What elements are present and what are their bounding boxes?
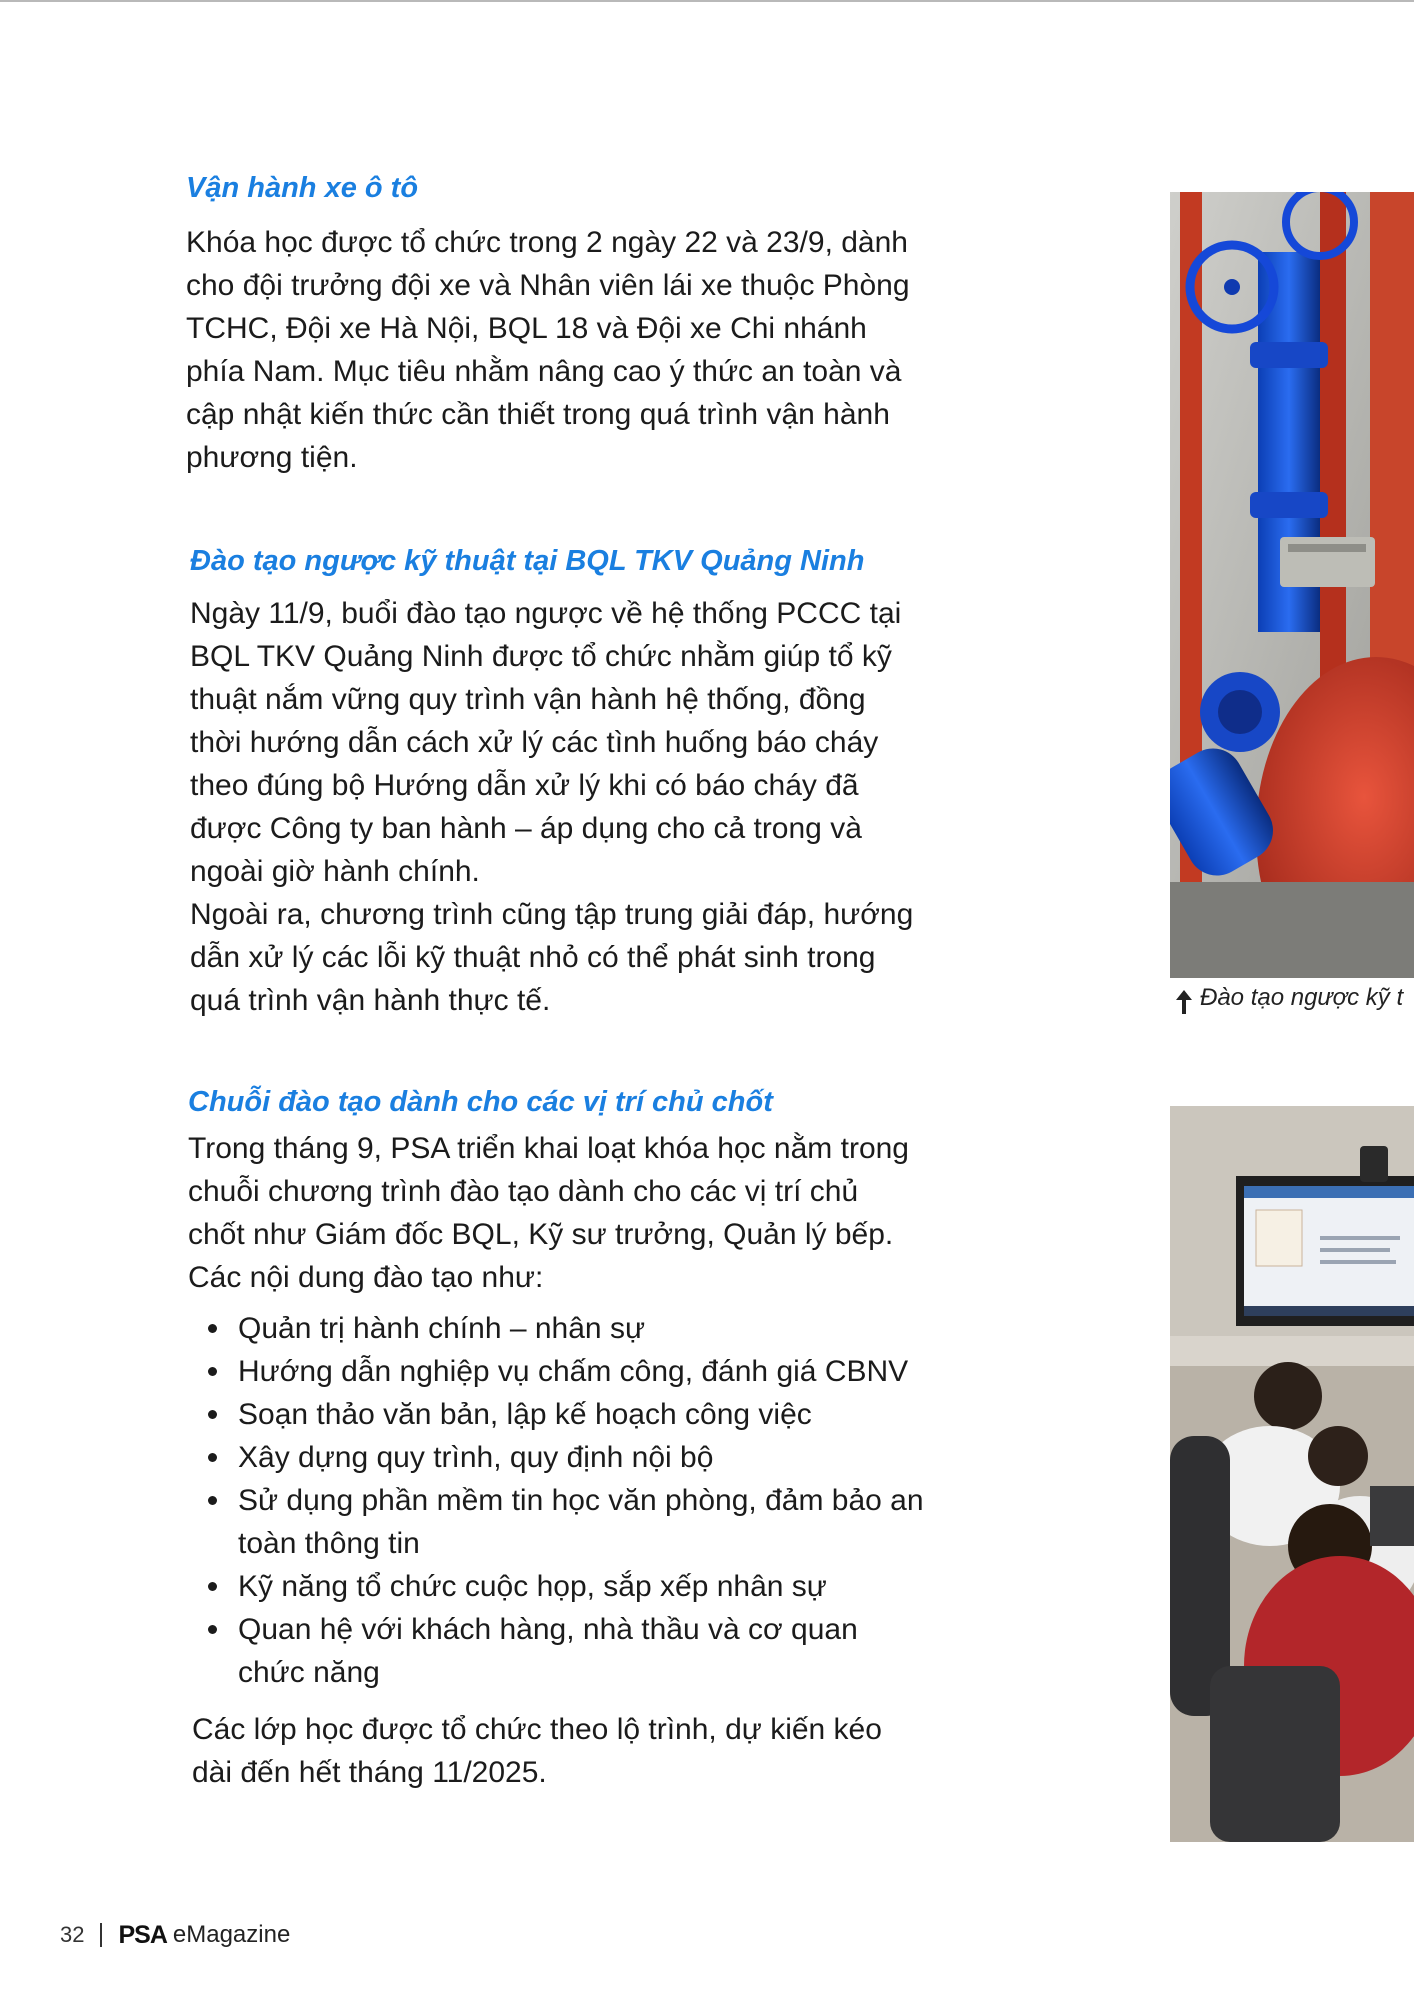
- text-line: Các lớp học được tổ chức theo lộ trình, dự kiến kéo: [192, 1713, 882, 1746]
- text-line: thời hướng dẫn cách xử lý các tình huống báo cháy: [190, 726, 879, 759]
- text-line: thuật nắm vững quy trình vận hành hệ thống, đồng: [190, 683, 866, 716]
- list-item: [188, 1350, 968, 1393]
- text-line: phương tiện.: [186, 441, 358, 474]
- bullet-icon: [208, 1324, 217, 1333]
- list-item: [188, 1608, 968, 1694]
- text-line: dẫn xử lý các lỗi kỹ thuật nhỏ có thể phát sinh trong: [190, 941, 876, 974]
- list-item-text: Kỹ năng tổ chức cuộc họp, sắp xếp nhân sự: [238, 1570, 827, 1603]
- list-item: [188, 1436, 968, 1479]
- training-topics-list: [188, 1307, 968, 1694]
- list-item-text: Soạn thảo văn bản, lập kế hoạch công việc: [238, 1398, 812, 1431]
- list-item-text: toàn thông tin: [238, 1527, 420, 1560]
- list-item-text: Quan hệ với khách hàng, nhà thầu và cơ quan: [238, 1613, 858, 1646]
- text-line: Các nội dung đào tạo như:: [188, 1261, 544, 1294]
- bullet-icon: [208, 1453, 217, 1462]
- text-line: chốt như Giám đốc BQL, Kỹ sư trưởng, Quản lý bếp.: [188, 1218, 894, 1251]
- text-line: quá trình vận hành thực tế.: [190, 984, 551, 1017]
- text-line: được Công ty ban hành – áp dụng cho cả trong và: [190, 812, 862, 845]
- section-heading: Chuỗi đào tạo dành cho các vị trí chủ chốt: [188, 1086, 773, 1118]
- text-line: TCHC, Đội xe Hà Nội, BQL 18 và Đội xe Chi nhánh: [186, 312, 867, 345]
- text-line: phía Nam. Mục tiêu nhằm nâng cao ý thức an toàn và: [186, 355, 902, 388]
- section-vehicle-operation: [186, 172, 966, 479]
- text-line: Trong tháng 9, PSA triển khai loạt khóa học nằm trong: [188, 1132, 909, 1165]
- footer-divider: [100, 1923, 102, 1947]
- brand-logo: PSA: [118, 1920, 167, 1949]
- text-line: theo đúng bộ Hướng dẫn xử lý khi có báo cháy đã: [190, 769, 859, 802]
- section-body: [190, 592, 970, 1022]
- bullet-icon: [208, 1367, 217, 1376]
- text-line: cho đội trưởng đội xe và Nhân viên lái xe thuộc Phòng: [186, 269, 910, 302]
- text-line: dài đến hết tháng 11/2025.: [192, 1756, 547, 1789]
- list-item-text: Hướng dẫn nghiệp vụ chấm công, đánh giá CBNV: [238, 1355, 909, 1388]
- arrow-up-icon: [1174, 988, 1194, 1016]
- text-line: ngoài giờ hành chính.: [190, 855, 480, 888]
- training-room-photo: [1170, 1106, 1414, 1842]
- bullet-icon: [208, 1496, 217, 1505]
- page-footer: [60, 1918, 290, 1952]
- top-rule: [0, 0, 1414, 2]
- text-line: chuỗi chương trình đào tạo dành cho các vị trí chủ: [188, 1175, 859, 1208]
- section-body: [186, 221, 966, 479]
- closing-paragraph: [192, 1708, 968, 1794]
- list-item-text: chức năng: [238, 1656, 380, 1689]
- list-item-text: Quản trị hành chính – nhân sự: [238, 1312, 646, 1345]
- bullet-icon: [208, 1582, 217, 1591]
- list-item: [188, 1479, 968, 1565]
- section-reverse-training: [190, 545, 970, 1022]
- list-item: [188, 1393, 968, 1436]
- text-line: Ngày 11/9, buổi đào tạo ngược về hệ thống PCCC tại: [190, 597, 902, 630]
- section-heading: Vận hành xe ô tô: [186, 172, 419, 204]
- list-item-text: Xây dựng quy trình, quy định nội bộ: [238, 1441, 714, 1474]
- text-line: Ngoài ra, chương trình cũng tập trung giải đáp, hướng: [190, 898, 914, 931]
- text-line: cập nhật kiến thức cần thiết trong quá trình vận hành: [186, 398, 890, 431]
- list-item: [188, 1565, 968, 1608]
- magazine-title: eMagazine: [172, 1921, 291, 1948]
- page-number: 32: [60, 1922, 85, 1947]
- text-line: Khóa học được tổ chức trong 2 ngày 22 và 23/9, dành: [186, 226, 908, 259]
- bullet-icon: [208, 1410, 217, 1419]
- section-key-position-training: [188, 1086, 968, 1794]
- fire-pump-room-photo: [1170, 192, 1414, 978]
- text-line: BQL TKV Quảng Ninh được tổ chức nhằm giúp tổ kỹ: [190, 640, 892, 673]
- section-body: [188, 1127, 968, 1299]
- bullet-icon: [208, 1625, 217, 1634]
- list-item: [188, 1307, 968, 1350]
- photo-caption: Đào tạo ngược kỹ t: [1200, 984, 1404, 1011]
- list-item-text: Sử dụng phần mềm tin học văn phòng, đảm bảo an: [238, 1484, 924, 1517]
- section-heading: Đào tạo ngược kỹ thuật tại BQL TKV Quảng Ninh: [190, 545, 865, 577]
